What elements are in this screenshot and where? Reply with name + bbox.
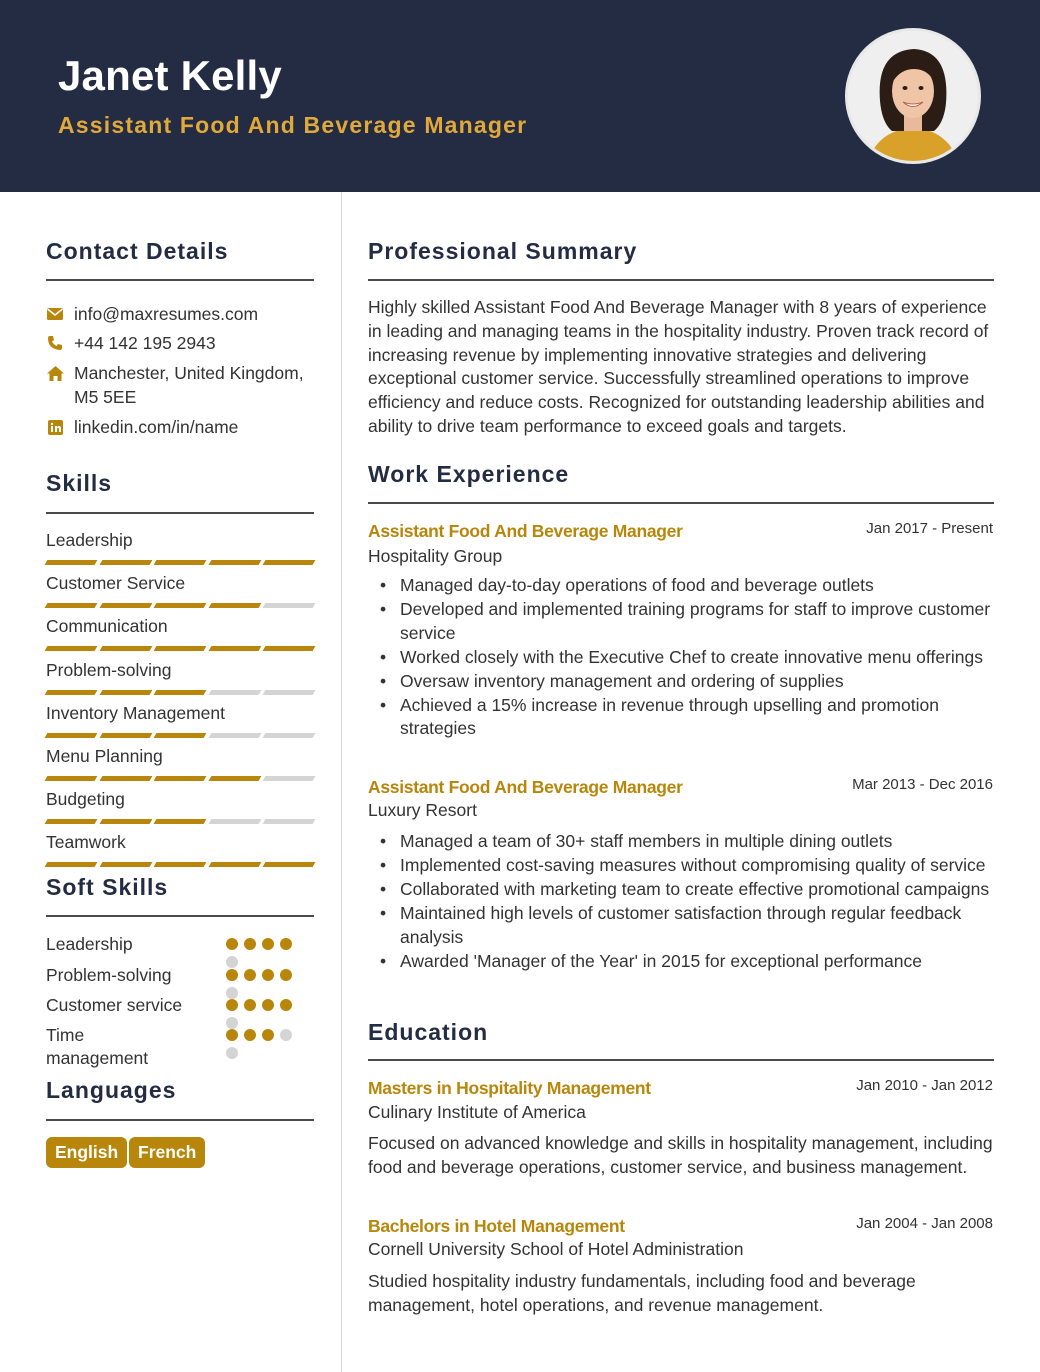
skill-bar-filled [154,690,206,695]
degree-title: Masters in Hospitality Management [368,1078,651,1098]
school-name: Culinary Institute of America [368,1102,586,1122]
job-bullets [380,574,992,741]
skill-bar-filled [99,733,151,738]
skill-level-bar [46,776,314,781]
bullet-item: • Managed day-to-day operations of food and beverage outlets [380,574,992,598]
address-text: Manchester, United Kingdom, M5 5EE [74,363,304,407]
skill-bar-filled [154,603,206,608]
skill-bar-filled [154,819,206,824]
skill-bar-filled [45,733,97,738]
skill-bar-filled [263,862,315,867]
skill-level-bar [46,560,314,565]
skill-bar-empty [263,819,315,824]
soft-skill-rating [226,938,298,968]
rating-dot-filled [244,969,256,981]
skill-label: Inventory Management [46,702,225,723]
bullet-item: • Managed a team of 30+ staff members in multiple dining outlets [380,830,992,854]
rating-dot-filled [226,999,238,1011]
soft-skill-rating [226,999,298,1029]
skill-bar-filled [208,646,260,651]
degree-description: Focused on advanced knowledge and skills in hospitality management, including food and beverage operations, customer service, and business management. [368,1133,993,1177]
degree-dates: Jan 2004 - Jan 2008 [856,1215,993,1232]
skill-bar-filled [154,862,206,867]
skill-bar-empty [263,603,315,608]
job-dates: Jan 2017 - Present [866,520,993,537]
skill-bar-empty [208,690,260,695]
rating-dot-filled [244,1029,256,1041]
experience-heading: Work Experience [368,461,570,487]
bullet-item: • Awarded 'Manager of the Year' in 2015 for exceptional performance [380,950,992,974]
phone-icon [46,334,64,352]
skill-bar-filled [208,776,260,781]
home-icon [46,364,64,382]
skill-bar-filled [208,603,260,608]
languages-heading: Languages [46,1077,177,1103]
skill-bar-filled [99,819,151,824]
rating-dot-filled [280,969,292,981]
skill-bar-empty [263,776,315,781]
skill-level-bar [46,819,314,824]
skill-bar-filled [99,776,151,781]
bullet-item: • Developed and implemented training programs for staff to improve customer service [380,598,992,645]
skill-bar-filled [45,560,97,565]
bullet-item: • Achieved a 15% increase in revenue through upselling and promotion strategies [380,694,992,741]
bullet-item: • Collaborated with marketing team to create effective promotional campaigns [380,878,992,902]
rating-dot-empty [226,956,238,968]
contact-email[interactable] [46,302,314,326]
skill-bar-filled [45,646,97,651]
job-title: Assistant Food And Beverage Manager [368,521,683,541]
resume-header [0,0,1040,192]
rating-dot-filled [244,999,256,1011]
contact-phone[interactable] [46,331,314,355]
skill-bar-filled [154,776,206,781]
candidate-title: Assistant Food And Beverage Manager [58,112,528,138]
skill-label: Teamwork [46,832,126,853]
job-dates: Mar 2013 - Dec 2016 [852,776,993,793]
soft-skill-label: Leadership [46,934,133,954]
rating-dot-empty [226,1047,238,1059]
soft-skill-label: Customer service [46,995,183,1015]
rating-dot-filled [262,969,274,981]
summary-heading: Professional Summary [368,238,638,264]
soft-skill-rating [226,1029,298,1059]
skill-bar-filled [45,603,97,608]
skill-bar-filled [99,560,151,565]
skill-bar-filled [154,646,206,651]
phone-text: +44 142 195 2943 [74,333,216,353]
rating-dot-filled [226,938,238,950]
soft-skills-heading: Soft Skills [46,874,169,900]
skill-bar-filled [154,733,206,738]
bullet-item: • Worked closely with the Executive Chef to create innovative menu offerings [380,646,992,670]
skill-label: Menu Planning [46,746,163,766]
rating-dot-filled [280,938,292,950]
bullet-item: • Maintained high levels of customer satisfaction through regular feedback analysis [380,902,992,949]
email-text: info@maxresumes.com [74,304,259,324]
skill-label: Problem-solving [46,659,172,680]
bullet-item: • Implemented cost-saving measures without compromising quality of service [380,854,992,878]
skill-label: Budgeting [46,789,125,810]
skill-bar-filled [45,862,97,867]
candidate-name: Janet Kelly [58,52,282,99]
degree-title: Bachelors in Hotel Management [368,1216,625,1236]
degree-dates: Jan 2010 - Jan 2012 [856,1077,993,1094]
language-badge: English [46,1137,127,1168]
contact-heading: Contact Details [46,238,229,264]
rating-dot-filled [226,969,238,981]
skill-bar-empty [208,819,260,824]
bullet-item: • Oversaw inventory management and ordering of supplies [380,670,992,694]
job-title: Assistant Food And Beverage Manager [368,777,683,797]
skills-rule [46,512,314,514]
rating-dot-empty [226,1017,238,1029]
skill-bar-filled [263,646,315,651]
education-rule [368,1059,994,1061]
degree-description: Studied hospitality industry fundamentals, including food and beverage management, hotel operations, and revenue management. [368,1271,916,1315]
skill-bar-filled [45,819,97,824]
summary-text: Highly skilled Assistant Food And Beverage Manager with 8 years of experience in leading and managing teams in the hospitality industry. Proven track record of increasing revenue by implementing innovative strategies and delivering exceptional customer service. Successfully streamlined operations to improve efficiency and reduce costs. Recognized for outstanding leadership abilities and ability to drive team performance to exceed goals and targets. [368,297,989,436]
rating-dot-empty [226,987,238,999]
soft-skill-label: Problem-solving [46,965,172,985]
language-badge: French [129,1137,205,1168]
rating-dot-filled [262,938,274,950]
job-org: Luxury Resort [368,800,477,820]
soft-skill-rating [226,969,298,999]
skill-bar-filled [99,862,151,867]
skill-bar-filled [99,603,151,608]
job-org: Hospitality Group [368,546,503,566]
education-heading: Education [368,1019,489,1045]
summary-rule [368,279,994,281]
soft-skill-label: Time management [46,1025,149,1068]
job-bullets [380,830,992,974]
skill-label: Communication [46,616,168,637]
skill-bar-filled [99,646,151,651]
contact-rule [46,279,314,281]
linkedin-text: linkedin.com/in/name [74,417,239,437]
skill-bar-empty [263,690,315,695]
skill-label: Leadership [46,530,133,550]
rating-dot-filled [262,1029,274,1041]
skill-bar-filled [45,690,97,695]
languages-rule [46,1119,314,1121]
contact-address [46,361,314,409]
skill-bar-filled [208,862,260,867]
linkedin-icon [46,418,64,436]
profile-photo [845,28,981,164]
column-divider [341,192,342,1372]
envelope-icon [46,305,64,323]
skill-bar-filled [263,560,315,565]
skill-level-bar [46,733,314,738]
skill-bar-empty [263,733,315,738]
skill-level-bar [46,603,314,608]
experience-rule [368,502,994,504]
rating-dot-filled [280,999,292,1011]
school-name: Cornell University School of Hotel Administration [368,1239,744,1259]
skill-level-bar [46,646,314,651]
skills-heading: Skills [46,470,113,496]
skill-bar-filled [45,776,97,781]
skill-bar-filled [154,560,206,565]
rating-dot-filled [226,1029,238,1041]
skill-bar-empty [208,733,260,738]
rating-dot-filled [244,938,256,950]
skill-label: Customer Service [46,573,186,594]
soft-skills-rule [46,915,314,917]
skill-level-bar [46,862,314,867]
contact-linkedin[interactable] [46,415,314,439]
skill-bar-filled [208,560,260,565]
rating-dot-empty [280,1029,292,1041]
rating-dot-filled [262,999,274,1011]
skill-level-bar [46,690,314,695]
skill-bar-filled [99,690,151,695]
